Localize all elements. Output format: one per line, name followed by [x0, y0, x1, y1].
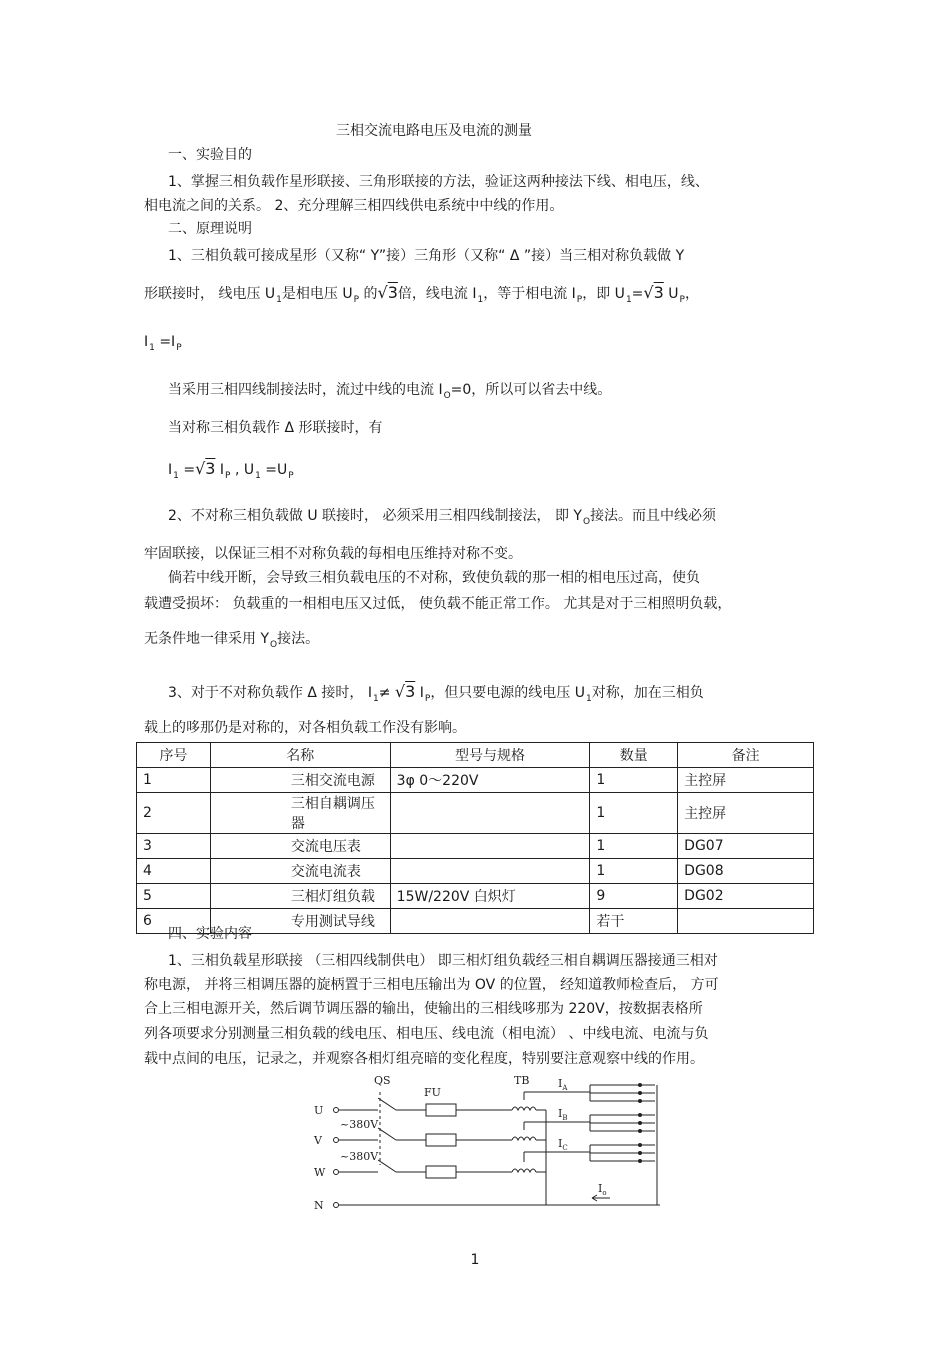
table-cell: 三相灯组负载	[210, 884, 390, 909]
label-380v-vw: ~380V	[340, 1150, 379, 1163]
table-cell	[390, 834, 590, 859]
principle-para-4-cont: 载上的哆那仍是对称的，对各相负载工作没有影响。	[144, 720, 466, 736]
table-row	[137, 793, 814, 834]
table-header-row	[137, 743, 814, 768]
page-number: 1	[470, 1252, 480, 1268]
label-io	[598, 1182, 607, 1197]
text: 倍，线电流 I	[397, 286, 477, 302]
lamp-b2	[638, 1121, 642, 1125]
subscript: 1	[372, 694, 379, 704]
subscript: P	[288, 471, 294, 481]
page-title: 三相交流电路电压及电流的测量	[336, 123, 532, 139]
table-cell	[390, 793, 590, 834]
table-row	[137, 834, 814, 859]
text: =	[631, 286, 644, 302]
terminal-n	[334, 1203, 339, 1208]
current-symbol: I	[558, 1077, 563, 1090]
text: =	[183, 462, 196, 478]
lamp-c3	[638, 1159, 642, 1163]
subscript: 1	[477, 295, 484, 305]
table-cell: 主控屏	[678, 793, 814, 834]
sqrt-symbol: √3	[195, 459, 216, 478]
subscript: P	[576, 295, 583, 305]
text: , U	[234, 462, 255, 478]
sqrt-symbol: √3	[394, 682, 416, 701]
table-cell: 9	[590, 884, 678, 909]
subscript: O	[443, 391, 451, 401]
content-line-1: 1、三相负载星形联接 （三相四线制供电） 即三相灯组负载经三相自耦调压器接通三相对	[168, 953, 718, 969]
transformer-coil-v	[512, 1137, 536, 1140]
table-header: 型号与规格	[390, 743, 590, 768]
table-row	[137, 884, 814, 909]
principle-para-3-line-1: 倘若中线开断，会导致三相负载电压的不对称，致使负载的那一相的相电压过高，使负	[168, 570, 700, 586]
table-row	[137, 768, 814, 793]
switch-blade-w	[378, 1160, 396, 1172]
section-heading-content: 四、实验内容	[168, 926, 252, 942]
table-cell: DG07	[678, 834, 814, 859]
label-w: W	[314, 1166, 326, 1179]
text: =0，所以可以省去中线。	[450, 382, 612, 398]
delta-formula	[168, 460, 294, 481]
table-header: 数量	[590, 743, 678, 768]
subscript: 1	[276, 295, 282, 305]
content-line-3: 合上三相电源开关，然后调节调压器的输出，使输出的三相线哆那为 220V，按数据表格所	[144, 1001, 703, 1017]
table-cell: 1	[590, 859, 678, 884]
text: 2、不对称三相负载做 U 联接时， 必须采用三相四线制接法， 即 Y	[168, 508, 582, 524]
subscript: A	[562, 1084, 568, 1092]
subscript: P	[225, 471, 231, 481]
table-cell: 三相交流电源	[210, 768, 390, 793]
subscript: O	[270, 640, 278, 650]
subscript: 1	[173, 471, 179, 481]
lamp-a1	[638, 1083, 642, 1087]
text: 形联接时， 线电压 U	[144, 286, 276, 302]
lamp-c2	[638, 1151, 642, 1155]
switch-blade-v	[378, 1128, 396, 1140]
text: ，等于相电流 I	[483, 286, 576, 302]
current-symbol: I	[598, 1182, 603, 1195]
transformer-coil-u	[512, 1107, 536, 1110]
table-cell: 三相自耦调压器	[210, 793, 390, 834]
text: I	[219, 462, 225, 478]
table-cell: DG02	[678, 884, 814, 909]
subscript: 1	[625, 295, 632, 305]
table-cell: 若干	[590, 909, 678, 934]
table-cell	[678, 909, 814, 934]
principle-line-4	[168, 381, 611, 401]
circuit-diagram	[300, 1070, 670, 1220]
text: ，但只要电源的线电压 U	[430, 685, 586, 701]
switch-blade-u	[378, 1098, 396, 1110]
text: ，即 U	[582, 286, 625, 302]
label-380v-uv: ~380V	[340, 1118, 379, 1131]
sqrt-value: 3	[387, 283, 398, 302]
table-cell: 交流电压表	[210, 834, 390, 859]
terminal-u	[334, 1108, 339, 1113]
table-cell: 6	[137, 909, 211, 934]
label-fu: FU	[424, 1086, 441, 1099]
equipment-table	[136, 742, 814, 934]
subscript: 1	[586, 694, 592, 704]
fuse-u	[426, 1104, 456, 1116]
text: ≠	[378, 685, 391, 701]
text: 3、对于不对称负载作 Δ 接时， I	[168, 685, 372, 701]
text: 是相电压 U	[281, 286, 353, 302]
current-symbol: I	[558, 1137, 563, 1150]
subscript: P	[353, 295, 360, 305]
subscript: 1	[149, 343, 155, 353]
text: 无条件地一律采用 Y	[144, 631, 270, 647]
table-cell: 主控屏	[678, 768, 814, 793]
table-cell: DG08	[678, 859, 814, 884]
text: 接法。	[277, 631, 320, 647]
label-ia	[558, 1077, 568, 1092]
fuse-w	[426, 1166, 456, 1178]
terminal-v	[334, 1138, 339, 1143]
terminal-w	[334, 1170, 339, 1175]
current-symbol: I	[558, 1107, 563, 1120]
sqrt-value: 3	[205, 459, 216, 478]
table-cell	[390, 859, 590, 884]
section-heading-principle: 二、原理说明	[168, 221, 252, 237]
table-header: 备注	[678, 743, 814, 768]
subscript: O	[582, 517, 591, 527]
fuse-v	[426, 1134, 456, 1146]
text: 当采用三相四线制接法时，流过中线的电流 I	[168, 382, 443, 398]
table-cell: 1	[137, 768, 211, 793]
label-ib	[558, 1107, 568, 1122]
table-header: 序号	[137, 743, 211, 768]
table-cell: 专用测试导线	[210, 909, 390, 934]
text: U	[668, 286, 679, 302]
label-qs: QS	[374, 1074, 391, 1087]
text: 的	[363, 286, 378, 302]
subscript: C	[562, 1144, 568, 1152]
table-cell	[390, 909, 590, 934]
label-ic	[558, 1137, 568, 1152]
text: =I	[159, 334, 176, 350]
subscript: 1	[255, 471, 261, 481]
text: =U	[265, 462, 288, 478]
sqrt-value: 3	[405, 682, 416, 701]
subscript: P	[176, 343, 182, 353]
label-v: V	[314, 1134, 322, 1147]
text: I	[168, 462, 173, 478]
principle-line-1: 1、三相负载可接成星形（又称“ Y”接）三角形（又称“ Δ ”接）当三相对称负载做 Y	[168, 248, 685, 264]
sqrt-value: 3	[653, 283, 664, 302]
content-line-5: 载中点间的电压，记录之，并观察各相灯组亮暗的变化程度，特别要注意观察中线的作用。	[144, 1051, 704, 1067]
principle-para-3-line-2: 载遭受损坏： 负载重的一相相电压又过低， 使负载不能正常工作。 尤其是对于三相照明负载，	[144, 596, 732, 612]
table-row	[137, 859, 814, 884]
content-line-2: 称电源， 并将三相调压器的旋柄置于三相电压输出为 OV 的位置， 经知道教师检查后， 方可	[144, 977, 719, 993]
principle-line-5: 当对称三相负载作 Δ 形联接时，有	[168, 420, 383, 436]
purpose-line-2: 相电流之间的关系。 2、充分理解三相四线供电系统中中线的作用。	[144, 198, 564, 214]
label-u: U	[314, 1104, 324, 1117]
subscript: P	[679, 295, 685, 305]
text: ，	[684, 286, 699, 302]
principle-line-3	[144, 333, 182, 353]
lamp-c1	[638, 1143, 642, 1147]
purpose-line-1: 1、掌握三相负载作星形联接、三角形联接的方法，验证这两种接法下线、相电压，线、	[168, 174, 709, 190]
content-line-4: 列各项要求分别测量三相负载的线电压、相电压、线电流（相电流） 、中线电流、电流与负	[144, 1026, 709, 1042]
section-heading-purpose: 一、实验目的	[168, 147, 252, 163]
table-cell: 1	[590, 768, 678, 793]
table-cell: 2	[137, 793, 211, 834]
subscript: P	[424, 694, 431, 704]
principle-para-2-cont: 牢固联接，以保证三相不对称负载的每相电压维持对称不变。	[144, 546, 522, 562]
label-n: N	[314, 1199, 324, 1212]
lamp-a3	[638, 1099, 642, 1103]
sqrt-symbol: √3	[643, 283, 664, 302]
table-cell: 交流电流表	[210, 859, 390, 884]
table-cell: 1	[590, 793, 678, 834]
table-cell: 3φ 0～220V	[390, 768, 590, 793]
principle-formula-line	[144, 284, 699, 305]
table-cell: 4	[137, 859, 211, 884]
subscript: o	[602, 1189, 607, 1197]
text: I	[419, 685, 424, 701]
principle-para-4	[168, 683, 704, 704]
sqrt-symbol: √3	[377, 283, 398, 302]
table-cell: 3	[137, 834, 211, 859]
text: I	[144, 334, 149, 350]
table-cell: 15W/220V 白炽灯	[390, 884, 590, 909]
principle-para-2	[168, 507, 716, 527]
principle-para-3-line-3	[144, 630, 319, 650]
text: 对称，加在三相负	[591, 685, 704, 701]
lamp-a2	[638, 1091, 642, 1095]
table-cell: 1	[590, 834, 678, 859]
lamp-b3	[638, 1129, 642, 1133]
lamp-b1	[638, 1113, 642, 1117]
transformer-coil-w	[512, 1169, 536, 1172]
table-header: 名称	[210, 743, 390, 768]
text: 接法。而且中线必须	[590, 508, 717, 524]
subscript: B	[562, 1114, 568, 1122]
table-cell: 5	[137, 884, 211, 909]
label-tb: TB	[514, 1074, 530, 1087]
